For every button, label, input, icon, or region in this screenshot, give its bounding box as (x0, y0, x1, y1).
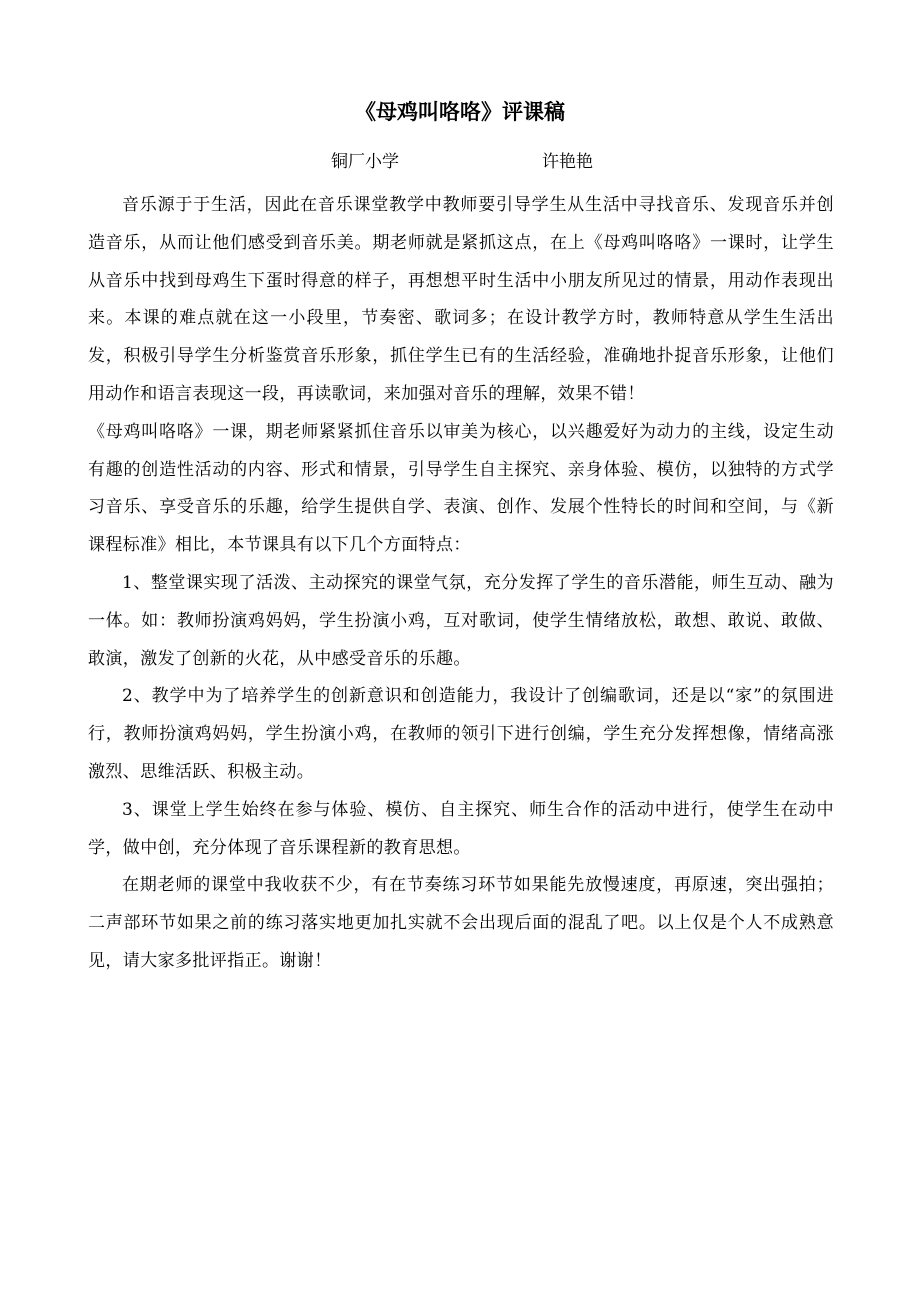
document-body (88, 187, 834, 981)
paragraph-point-1: 1、整堂课实现了活泼、主动探究的课堂气氛，充分发挥了学生的音乐潜能，师生互动、融为一体。如：教师扮演鸡妈妈，学生扮演小鸡，互对歌词，使学生情绪放松，敢想、敢说、敢做、敢演，激发了创新的火花，从中感受音乐的乐趣。 (88, 572, 834, 669)
paragraph-summary: 《母鸡叫咯咯》一课，期老师紧紧抓住音乐以审美为核心，以兴趣爱好为动力的主线，设定生动有趣的创造性活动的内容、形式和情景，引导学生自主探究、亲身体验、模仿，以独特的方式学习音乐、享受音乐的乐趣，给学生提供自学、表演、创作、发展个性特长的时间和空间，与《新课程标准》相比，本节课具有以下几个方面特点： (88, 421, 834, 556)
paragraph-point-3: 3、课堂上学生始终在参与体验、模仿、自主探究、师生合作的活动中进行，使学生在动中学，做中创，充分体现了音乐课程新的教育思想。 (88, 799, 834, 858)
school-name: 铜厂小学 (331, 152, 399, 172)
paragraph-intro: 音乐源于于生活，因此在音乐课堂教学中教师要引导学生从生活中寻找音乐、发现音乐并创造音乐，从而让他们感受到音乐美。期老师就是紧抓这点，在上《母鸡叫咯咯》一课时，让学生从音乐中找到母鸡生下蛋时得意的样子，再想想平时生活中小朋友所见过的情景，用动作表现出来。本课的难点就在这一小段里，节奏密、歌词多；在设计教学方时，教师特意从学生生活出发，积极引导学生分析鉴赏音乐形象，抓住学生已有的生活经验，准确地扑捉音乐形象，让他们用动作和语言表现这一段，再读歌词，来加强对音乐的理解，效果不错！ (88, 195, 834, 404)
document-title: 《母鸡叫咯咯》评课稿 (355, 100, 565, 124)
paragraph-point-2: 2、教学中为了培养学生的创新意识和创造能力，我设计了创编歌词，还是以“家”的氛围进行，教师扮演鸡妈妈，学生扮演小鸡，在教师的领引下进行创编，学生充分发挥想像，情绪高涨激烈、思维活跃、积极主动。 (88, 686, 834, 782)
author-name: 许艳艳 (542, 152, 593, 172)
paragraph-suggestions: 在期老师的课堂中我收获不少，有在节奏练习环节如果能先放慢速度，再原速，突出强拍；二声部环节如果之前的练习落实地更加扎实就不会出现后面的混乱了吧。以上仅是个人不成熟意见，请大家多批评指正。谢谢！ (88, 875, 834, 971)
